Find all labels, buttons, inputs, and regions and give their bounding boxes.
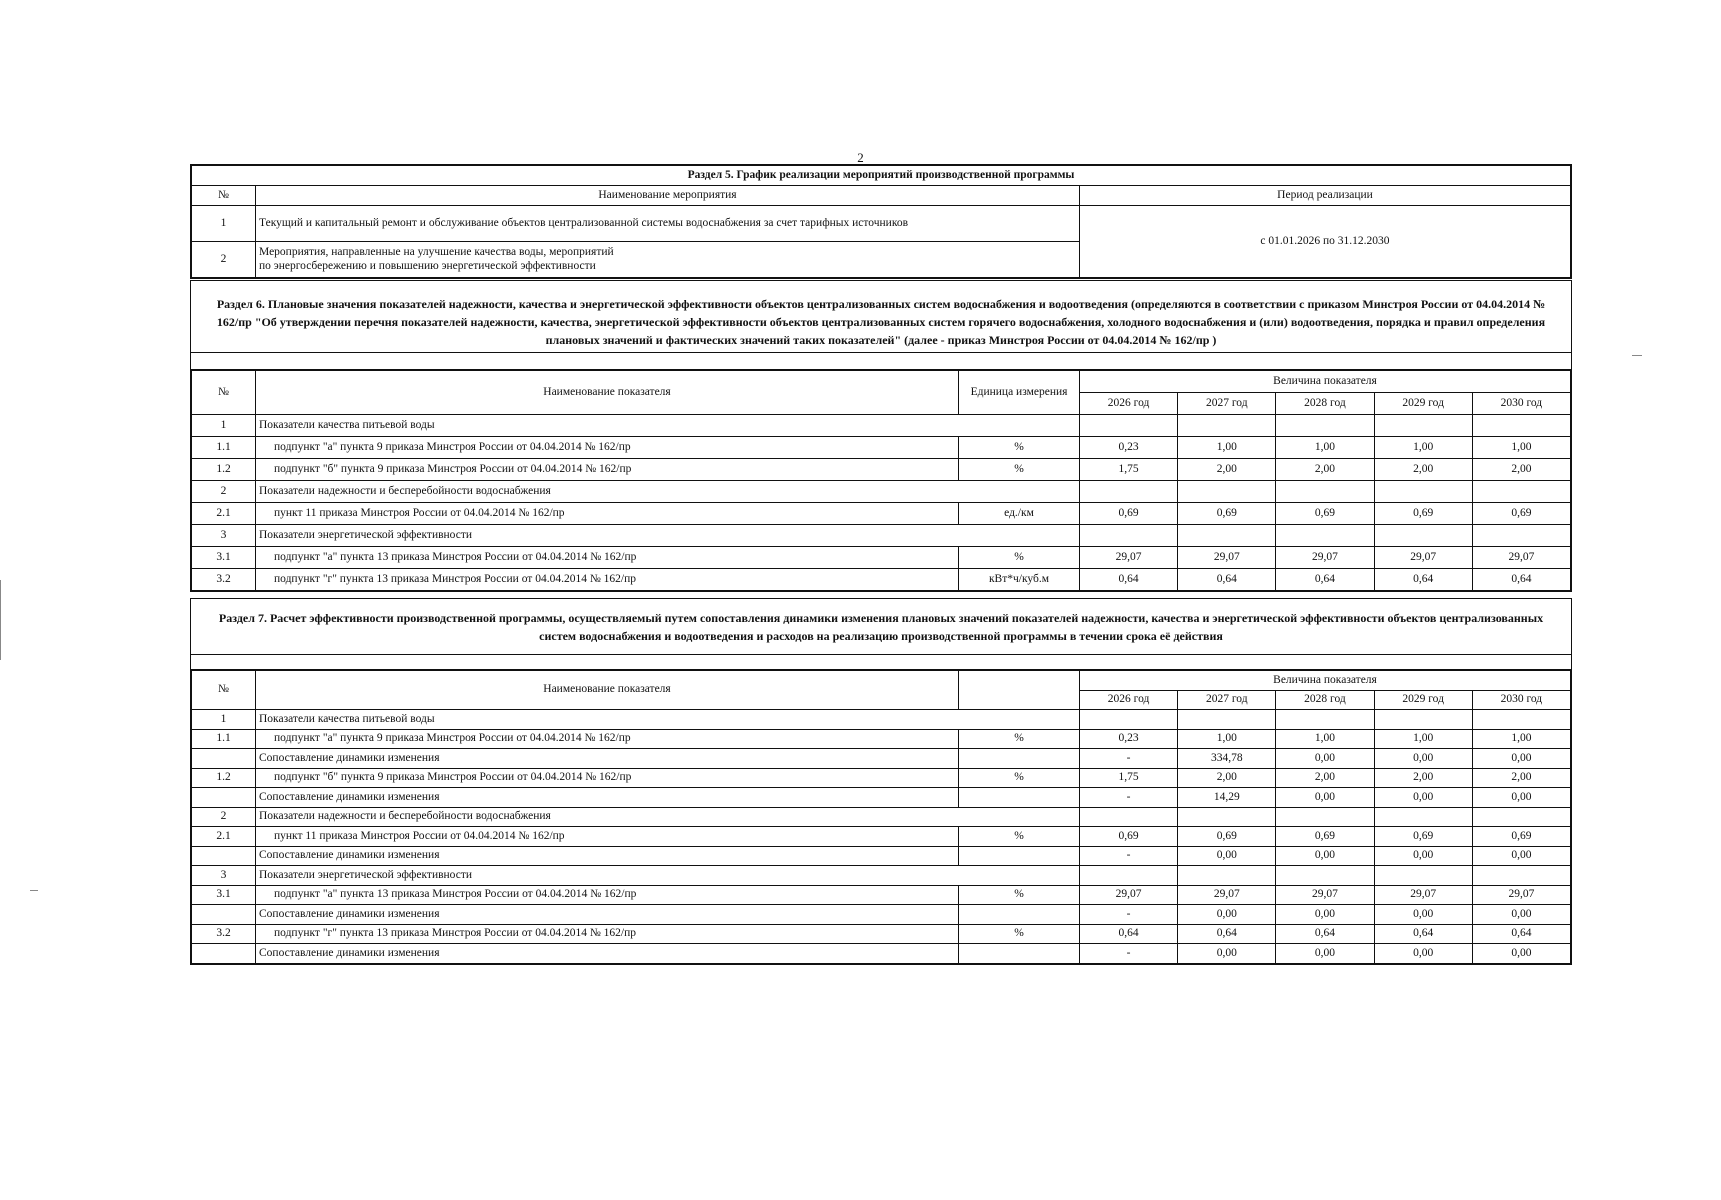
row-value: 1,00 bbox=[1178, 437, 1276, 459]
section-7-spacer bbox=[191, 655, 1571, 670]
col-name-header: Наименование показателя bbox=[256, 371, 959, 415]
section-5 bbox=[190, 164, 1572, 279]
row-value: 2,00 bbox=[1276, 459, 1374, 481]
col-period-header: Период реализации bbox=[1080, 186, 1571, 206]
row-group-name: Показатели энергетической эффективности bbox=[256, 866, 1080, 886]
row-value: 0,64 bbox=[1276, 924, 1374, 944]
row-value: 0,69 bbox=[1276, 503, 1374, 525]
row-empty-cell bbox=[1080, 481, 1178, 503]
row-name: пункт 11 приказа Минстроя России от 04.04.2014 № 162/пр bbox=[256, 827, 959, 847]
row-empty-cell bbox=[1472, 866, 1570, 886]
page-number: 2 bbox=[857, 150, 864, 165]
table-row bbox=[192, 885, 1571, 905]
row-no: 1.2 bbox=[192, 459, 256, 481]
row-value: 0,00 bbox=[1374, 788, 1472, 808]
table-row bbox=[192, 547, 1571, 569]
row-value: 29,07 bbox=[1080, 547, 1178, 569]
row-unit bbox=[959, 846, 1080, 866]
section-7-table bbox=[191, 670, 1571, 964]
row-empty-cell bbox=[1374, 710, 1472, 730]
row-name-line-2: по энергосбережению и повышению энергетической эффективности bbox=[259, 259, 596, 272]
row-empty-cell bbox=[1276, 710, 1374, 730]
row-empty-cell bbox=[1472, 807, 1570, 827]
row-value: 0,64 bbox=[1178, 924, 1276, 944]
section-6-title: Раздел 6. Плановые значения показателей надежности, качества и энергетической эффективности объектов централизованных систем водоснабжения и водоотведения (определяются в соответствии с приказом Минстроя России от 04.04.2014 № 162/пр "Об утверждении перечня показателей надежности, качества, энергетической эффективности объектов централизованных систем горячего водоснабжения, холодного водоснабжения и (или) водоотведения, порядка и правил определения плановых значений и фактических значений таких показателей" (далее - приказ Минстроя России от 04.04.2014 № 162/пр ) bbox=[191, 281, 1571, 353]
row-empty-cell bbox=[1276, 481, 1374, 503]
row-value: - bbox=[1080, 846, 1178, 866]
section-7-title: Раздел 7. Расчет эффективности производственной программы, осуществляемый путем сопоставления динамики изменения плановых значений показателей надежности, качества и энергетической эффективности объектов централизованных систем водоснабжения и водоотведения и расходов на реализацию производственной программы в течении срока её действия bbox=[191, 599, 1571, 655]
col-no-header: № bbox=[192, 186, 256, 206]
row-value: 1,75 bbox=[1080, 459, 1178, 481]
row-empty-cell bbox=[1374, 481, 1472, 503]
row-empty-cell bbox=[1472, 525, 1570, 547]
row-unit: ед./км bbox=[959, 503, 1080, 525]
table-row bbox=[192, 459, 1571, 481]
row-no: 2 bbox=[192, 807, 256, 827]
row-name-line-1: Мероприятия, направленные на улучшение качества воды, мероприятий bbox=[259, 246, 614, 259]
row-no: 1.1 bbox=[192, 437, 256, 459]
row-name: пункт 11 приказа Минстроя России от 04.04.2014 № 162/пр bbox=[256, 503, 959, 525]
row-unit: % bbox=[959, 885, 1080, 905]
row-no: 2.1 bbox=[192, 503, 256, 525]
row-no: 2 bbox=[192, 242, 256, 278]
row-value: 0,69 bbox=[1178, 503, 1276, 525]
row-value: 1,00 bbox=[1276, 437, 1374, 459]
col-value-header: Величина показателя bbox=[1080, 671, 1571, 691]
row-value: 2,00 bbox=[1374, 459, 1472, 481]
row-no: 3.1 bbox=[192, 885, 256, 905]
row-value: 29,07 bbox=[1276, 547, 1374, 569]
row-name: подпункт "а" пункта 13 приказа Минстроя России от 04.04.2014 № 162/пр bbox=[256, 885, 959, 905]
row-unit: % bbox=[959, 437, 1080, 459]
row-value: 0,00 bbox=[1374, 944, 1472, 964]
row-value: 0,64 bbox=[1080, 924, 1178, 944]
row-no: 3.2 bbox=[192, 924, 256, 944]
row-value: 2,00 bbox=[1472, 768, 1570, 788]
row-value: 0,64 bbox=[1178, 569, 1276, 591]
row-value: 0,64 bbox=[1276, 569, 1374, 591]
row-value: 0,00 bbox=[1472, 905, 1570, 925]
row-value: 1,75 bbox=[1080, 768, 1178, 788]
col-name-header: Наименование мероприятия bbox=[256, 186, 1080, 206]
row-value: - bbox=[1080, 749, 1178, 769]
table-row bbox=[192, 905, 1571, 925]
row-value: 0,69 bbox=[1472, 827, 1570, 847]
row-unit: % bbox=[959, 729, 1080, 749]
row-value: 1,00 bbox=[1276, 729, 1374, 749]
table-row bbox=[192, 827, 1571, 847]
row-unit bbox=[959, 788, 1080, 808]
row-value: 0,00 bbox=[1374, 846, 1472, 866]
row-compare-name: Сопоставление динамики изменения bbox=[256, 788, 959, 808]
row-empty-cell bbox=[1374, 415, 1472, 437]
row-no bbox=[192, 788, 256, 808]
row-value: 1,00 bbox=[1472, 437, 1570, 459]
row-no bbox=[192, 905, 256, 925]
row-unit bbox=[959, 749, 1080, 769]
year-header: 2026 год bbox=[1080, 690, 1178, 710]
table-row bbox=[192, 729, 1571, 749]
row-value: 0,00 bbox=[1276, 846, 1374, 866]
row-name: подпункт "б" пункта 9 приказа Минстроя России от 04.04.2014 № 162/пр bbox=[256, 768, 959, 788]
row-no: 2.1 bbox=[192, 827, 256, 847]
row-name: подпункт "а" пункта 13 приказа Минстроя России от 04.04.2014 № 162/пр bbox=[256, 547, 959, 569]
row-empty-cell bbox=[1080, 866, 1178, 886]
table-row bbox=[192, 749, 1571, 769]
row-name: подпункт "а" пункта 9 приказа Минстроя России от 04.04.2014 № 162/пр bbox=[256, 437, 959, 459]
row-value: 0,69 bbox=[1472, 503, 1570, 525]
row-empty-cell bbox=[1276, 415, 1374, 437]
row-no: 1 bbox=[192, 206, 256, 242]
row-unit: кВт*ч/куб.м bbox=[959, 569, 1080, 591]
row-no bbox=[192, 749, 256, 769]
row-value: - bbox=[1080, 788, 1178, 808]
table-row bbox=[192, 415, 1571, 437]
table-row bbox=[192, 710, 1571, 730]
row-empty-cell bbox=[1080, 710, 1178, 730]
period-value: с 01.01.2026 по 31.12.2030 bbox=[1080, 206, 1571, 278]
row-empty-cell bbox=[1178, 710, 1276, 730]
row-unit: % bbox=[959, 827, 1080, 847]
scan-mark bbox=[0, 580, 1, 660]
table-row bbox=[192, 503, 1571, 525]
table-row bbox=[192, 846, 1571, 866]
row-empty-cell bbox=[1178, 415, 1276, 437]
section-7-body bbox=[192, 710, 1571, 964]
year-header: 2029 год bbox=[1374, 690, 1472, 710]
row-value: 29,07 bbox=[1178, 547, 1276, 569]
row-empty-cell bbox=[1178, 866, 1276, 886]
col-no-header: № bbox=[192, 371, 256, 415]
row-group-name: Показатели надежности и бесперебойности водоснабжения bbox=[256, 481, 1080, 503]
row-value: 0,00 bbox=[1178, 944, 1276, 964]
row-value: 2,00 bbox=[1276, 768, 1374, 788]
row-empty-cell bbox=[1178, 481, 1276, 503]
row-name: подпункт "г" пункта 13 приказа Минстроя России от 04.04.2014 № 162/пр bbox=[256, 924, 959, 944]
row-value: 29,07 bbox=[1472, 547, 1570, 569]
row-empty-cell bbox=[1080, 525, 1178, 547]
row-value: 0,00 bbox=[1276, 905, 1374, 925]
year-header: 2028 год bbox=[1276, 393, 1374, 415]
row-no: 1 bbox=[192, 710, 256, 730]
row-empty-cell bbox=[1472, 481, 1570, 503]
row-compare-name: Сопоставление динамики изменения bbox=[256, 905, 959, 925]
year-header: 2030 год bbox=[1472, 393, 1570, 415]
row-empty-cell bbox=[1178, 807, 1276, 827]
row-group-name: Показатели качества питьевой воды bbox=[256, 710, 1080, 730]
row-value: 0,23 bbox=[1080, 729, 1178, 749]
row-value: 0,00 bbox=[1472, 749, 1570, 769]
row-name: Текущий и капитальный ремонт и обслуживание объектов централизованной системы водоснабжения за счет тарифных источников bbox=[256, 206, 1080, 242]
row-value: 334,78 bbox=[1178, 749, 1276, 769]
row-value: 2,00 bbox=[1178, 768, 1276, 788]
table-row bbox=[192, 768, 1571, 788]
row-value: 0,00 bbox=[1276, 788, 1374, 808]
table-row bbox=[192, 944, 1571, 964]
row-value: 0,69 bbox=[1080, 827, 1178, 847]
row-value: 0,69 bbox=[1374, 827, 1472, 847]
year-header: 2028 год bbox=[1276, 690, 1374, 710]
row-name: подпункт "а" пункта 9 приказа Минстроя России от 04.04.2014 № 162/пр bbox=[256, 729, 959, 749]
row-empty-cell bbox=[1276, 807, 1374, 827]
table-row bbox=[192, 866, 1571, 886]
row-empty-cell bbox=[1080, 415, 1178, 437]
row-value: 0,00 bbox=[1374, 749, 1472, 769]
row-value: 0,00 bbox=[1178, 846, 1276, 866]
row-value: 1,00 bbox=[1374, 437, 1472, 459]
row-value: 1,00 bbox=[1374, 729, 1472, 749]
row-value: 0,64 bbox=[1374, 569, 1472, 591]
row-group-name: Показатели энергетической эффективности bbox=[256, 525, 1080, 547]
row-value: 29,07 bbox=[1276, 885, 1374, 905]
row-unit: % bbox=[959, 768, 1080, 788]
col-value-header: Величина показателя bbox=[1080, 371, 1571, 393]
row-value: 2,00 bbox=[1374, 768, 1472, 788]
row-value: 0,64 bbox=[1080, 569, 1178, 591]
row-value: - bbox=[1080, 905, 1178, 925]
col-unit-header: Единица измерения bbox=[959, 371, 1080, 415]
row-name bbox=[256, 242, 1080, 278]
section-6-table bbox=[191, 370, 1571, 591]
row-group-name: Показатели качества питьевой воды bbox=[256, 415, 1080, 437]
row-value: 0,00 bbox=[1374, 905, 1472, 925]
row-no bbox=[192, 846, 256, 866]
row-unit: % bbox=[959, 924, 1080, 944]
row-compare-name: Сопоставление динамики изменения bbox=[256, 846, 959, 866]
row-no: 3.2 bbox=[192, 569, 256, 591]
section-5-title: Раздел 5. График реализации мероприятий производственной программы bbox=[192, 166, 1571, 186]
section-5-table bbox=[191, 165, 1571, 278]
row-name: подпункт "б" пункта 9 приказа Минстроя России от 04.04.2014 № 162/пр bbox=[256, 459, 959, 481]
row-compare-name: Сопоставление динамики изменения bbox=[256, 749, 959, 769]
col-name-header: Наименование показателя bbox=[256, 671, 959, 710]
row-no: 1 bbox=[192, 415, 256, 437]
year-header: 2027 год bbox=[1178, 690, 1276, 710]
row-value: 0,00 bbox=[1472, 944, 1570, 964]
row-unit: % bbox=[959, 547, 1080, 569]
row-empty-cell bbox=[1472, 710, 1570, 730]
row-value: 0,64 bbox=[1472, 924, 1570, 944]
row-empty-cell bbox=[1374, 807, 1472, 827]
row-value: 0,64 bbox=[1472, 569, 1570, 591]
table-row bbox=[192, 525, 1571, 547]
col-no-header: № bbox=[192, 671, 256, 710]
row-value: 0,64 bbox=[1374, 924, 1472, 944]
row-value: 2,00 bbox=[1178, 459, 1276, 481]
row-empty-cell bbox=[1178, 525, 1276, 547]
row-value: 0,00 bbox=[1276, 749, 1374, 769]
row-value: 0,69 bbox=[1080, 503, 1178, 525]
table-row bbox=[192, 924, 1571, 944]
row-value: 0,69 bbox=[1276, 827, 1374, 847]
section-6-spacer bbox=[191, 353, 1571, 370]
row-value: 0,00 bbox=[1472, 846, 1570, 866]
row-no: 1.1 bbox=[192, 729, 256, 749]
table-row bbox=[192, 807, 1571, 827]
row-value: 0,00 bbox=[1276, 944, 1374, 964]
row-empty-cell bbox=[1276, 866, 1374, 886]
row-no: 3 bbox=[192, 866, 256, 886]
row-empty-cell bbox=[1276, 525, 1374, 547]
row-empty-cell bbox=[1374, 866, 1472, 886]
section-6-body bbox=[192, 415, 1571, 591]
row-compare-name: Сопоставление динамики изменения bbox=[256, 944, 959, 964]
row-value: 29,07 bbox=[1374, 885, 1472, 905]
row-value: 29,07 bbox=[1178, 885, 1276, 905]
row-no: 2 bbox=[192, 481, 256, 503]
row-unit bbox=[959, 944, 1080, 964]
section-6 bbox=[190, 280, 1572, 592]
row-value: 0,69 bbox=[1374, 503, 1472, 525]
row-empty-cell bbox=[1472, 415, 1570, 437]
row-no: 3.1 bbox=[192, 547, 256, 569]
year-header: 2027 год bbox=[1178, 393, 1276, 415]
row-value: 0,00 bbox=[1472, 788, 1570, 808]
row-value: 29,07 bbox=[1080, 885, 1178, 905]
row-value: 1,00 bbox=[1472, 729, 1570, 749]
row-value: 14,29 bbox=[1178, 788, 1276, 808]
row-no: 1.2 bbox=[192, 768, 256, 788]
table-row bbox=[192, 569, 1571, 591]
year-header: 2029 год bbox=[1374, 393, 1472, 415]
section-7 bbox=[190, 598, 1572, 965]
year-header: 2030 год bbox=[1472, 690, 1570, 710]
row-unit: % bbox=[959, 459, 1080, 481]
row-value: 2,00 bbox=[1472, 459, 1570, 481]
year-header: 2026 год bbox=[1080, 393, 1178, 415]
row-unit bbox=[959, 905, 1080, 925]
row-value: 29,07 bbox=[1374, 547, 1472, 569]
table-row bbox=[192, 788, 1571, 808]
row-value: 0,00 bbox=[1178, 905, 1276, 925]
scan-mark bbox=[1632, 355, 1642, 356]
row-value: - bbox=[1080, 944, 1178, 964]
row-group-name: Показатели надежности и бесперебойности водоснабжения bbox=[256, 807, 1080, 827]
row-empty-cell bbox=[1374, 525, 1472, 547]
row-no bbox=[192, 944, 256, 964]
table-row bbox=[192, 481, 1571, 503]
row-name: подпункт "г" пункта 13 приказа Минстроя России от 04.04.2014 № 162/пр bbox=[256, 569, 959, 591]
col-unit-header bbox=[959, 671, 1080, 710]
row-empty-cell bbox=[1080, 807, 1178, 827]
row-value: 0,23 bbox=[1080, 437, 1178, 459]
scan-mark bbox=[30, 890, 38, 891]
table-row bbox=[192, 437, 1571, 459]
row-value: 0,69 bbox=[1178, 827, 1276, 847]
row-value: 1,00 bbox=[1178, 729, 1276, 749]
row-value: 29,07 bbox=[1472, 885, 1570, 905]
row-no: 3 bbox=[192, 525, 256, 547]
